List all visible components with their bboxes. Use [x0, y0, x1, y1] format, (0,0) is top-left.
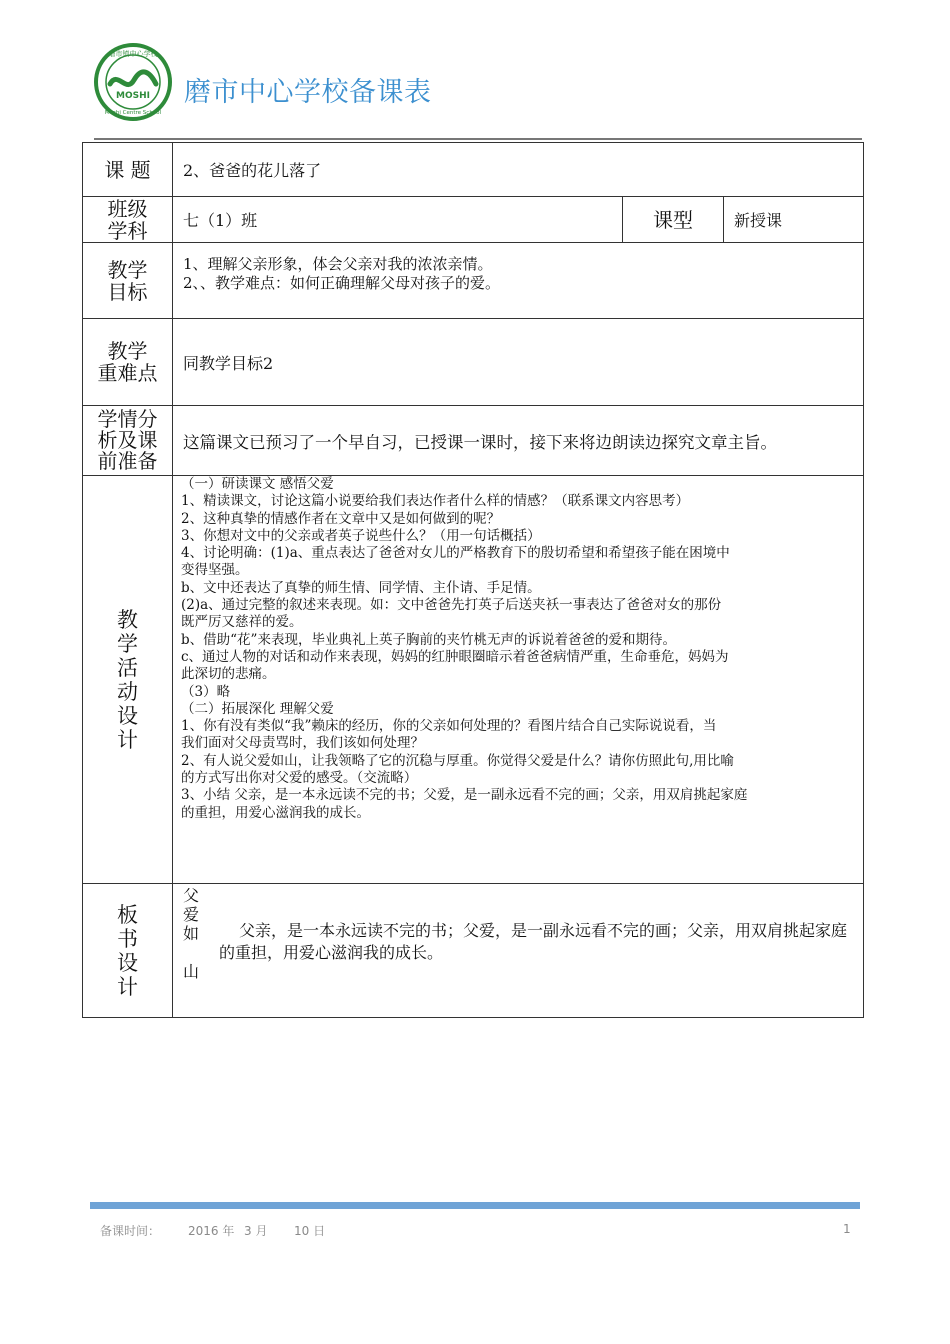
class-label-line1: 班级	[107, 196, 148, 221]
page-number: 1	[843, 1222, 851, 1236]
footer-bar	[90, 1202, 860, 1209]
header-divider	[94, 138, 862, 140]
activity-line: （一）研读课文 感悟父爱	[181, 476, 334, 492]
activity-line: 1、你有没有类似“我”赖床的经历，你的父亲如何处理的？看图片结合自己实际说说看，当	[181, 718, 717, 735]
activities-label-chars	[117, 608, 139, 752]
activity-line: c、通过人物的对话和动作来表现，妈妈的红肿眼圈暗示着爸爸病情严重，生命垂危，妈妈为	[181, 648, 729, 665]
activity-line: 4、讨论明确：(1)a、重点表达了爸爸对女儿的严格教育下的殷切希望和希望孩子能在困境中	[181, 545, 730, 562]
activities-label-char: 计	[117, 727, 138, 752]
activity-line: 3、你想对文中的父亲或者英子说些什么？（用一句话概括）	[181, 527, 541, 544]
topic-value: 2、爸爸的花儿落了	[173, 143, 864, 197]
class-subject-label	[83, 197, 173, 243]
board-label-chars	[117, 903, 139, 999]
activity-line: 的重担，用爱心滋润我的成长。	[181, 804, 370, 821]
activity-line: 2、这种真挚的情感作者在文章中又是如何做到的呢？	[181, 510, 501, 527]
board-vertical-char: 山	[182, 962, 199, 981]
activity-line: b、借助“花”来表现，毕业典礼上英子胸前的夹竹桃无声的诉说着爸爸的爱和期待。	[181, 631, 676, 648]
logo-top-text: 磨市镇中心学校	[108, 50, 158, 58]
activity-line: 1、精读课文，讨论这篇小说要给我们表达作者什么样的情感？（联系课文内容思考）	[181, 493, 690, 510]
difficulty-value: 同教学目标2	[173, 319, 864, 406]
goals-label-line2: 目标	[107, 279, 148, 304]
type-value: 新授课	[724, 197, 864, 243]
topic-label: 课 题	[83, 143, 173, 197]
board-label-char: 计	[117, 974, 138, 999]
goals-label	[83, 243, 173, 319]
activity-line: 的方式写出你对父爱的感受。（交流略）	[181, 770, 418, 787]
row-board-design	[83, 884, 864, 1018]
board-vertical-phrase	[181, 886, 201, 981]
board-vertical-gap	[181, 943, 201, 962]
activity-line: 既严厉又慈祥的爱。	[181, 614, 303, 631]
activities-label-char: 设	[117, 703, 138, 728]
prep-label-line3: 前准备	[97, 449, 158, 473]
activity-line: 3、小结 父亲，是一本永远读不完的书；父爱，是一副永远看不完的画；父亲，用双肩挑起家庭	[181, 787, 748, 804]
row-class	[83, 197, 864, 243]
activity-line: b、文中还表达了真挚的师生情、同学情、主仆请、手足情。	[181, 579, 541, 596]
class-label-line2: 学科	[107, 218, 148, 243]
goal-item: 2、、教学难点：如何正确理解父母对孩子的爱。	[183, 274, 501, 292]
board-label	[83, 884, 173, 1018]
type-label: 课型	[623, 197, 724, 243]
row-topic	[83, 143, 864, 197]
difficulty-label	[83, 319, 173, 406]
activity-line: 变得坚强。	[181, 562, 249, 579]
school-title: 磨市中心学校备课表	[184, 77, 432, 108]
difficulty-label-line1: 教学	[107, 339, 148, 363]
board-content	[173, 884, 864, 1018]
class-value: 七（1）班	[173, 197, 623, 243]
row-difficulty	[83, 319, 864, 406]
activity-line: （3）略	[181, 683, 231, 700]
footer-year: 2016 年	[188, 1224, 235, 1238]
activities-content	[173, 476, 864, 884]
preparation-value: 这篇课文已预习了一个早自习，已授课一课时，接下来将边朗读边探究文章主旨。	[173, 406, 864, 476]
goal-item: 1、理解父亲形象，体会父亲对我的浓浓亲情。	[183, 255, 493, 273]
board-label-char: 板	[117, 902, 138, 927]
board-vertical-char: 爱	[182, 905, 199, 924]
activities-label-char: 活	[117, 655, 138, 680]
activity-line: 我们面对父母责骂时，我们该如何处理？	[181, 735, 424, 752]
goals-value	[173, 243, 864, 319]
activity-line: 2、有人说父爱如山，让我领略了它的沉稳与厚重。你觉得父爱是什么？请你仿照此句,用比喻	[181, 752, 734, 769]
row-preparation	[83, 406, 864, 476]
goals-label-line1: 教学	[107, 257, 148, 282]
activity-line: （二）拓展深化 理解父爱	[181, 700, 334, 717]
footer-month: 3 月	[244, 1224, 268, 1238]
prep-label-line1: 学情分	[97, 407, 158, 431]
footer-date-label: 备课时间：	[100, 1224, 161, 1238]
logo-mark-text: MOSHI	[116, 91, 150, 101]
activities-label-char: 教	[117, 607, 138, 632]
board-label-char: 书	[117, 926, 138, 951]
preparation-label	[83, 406, 173, 476]
board-vertical-char: 父	[182, 886, 199, 905]
activity-line: (2)a、通过完整的叙述来表现。如：文中爸爸先打英子后送夹袄一事表达了爸爸对女的那份	[181, 597, 722, 614]
activities-label-char: 学	[117, 631, 138, 656]
row-activities	[83, 476, 864, 884]
page-header	[88, 42, 863, 142]
prep-label-line2: 析及课	[97, 428, 158, 452]
activities-label	[83, 476, 173, 884]
lesson-plan-table	[82, 142, 864, 1018]
activities-label-char: 动	[117, 679, 138, 704]
row-goals	[83, 243, 864, 319]
school-logo	[88, 42, 178, 122]
footer-day: 10 日	[294, 1224, 326, 1238]
difficulty-label-line2: 重难点	[97, 361, 158, 385]
logo-bottom-text: Moshi Centre School	[104, 110, 162, 116]
board-text: 父亲，是一本永远读不完的书；父爱，是一副永远看不完的画；父亲，用双肩挑起家庭的重担，用爱心滋润我的成长。	[219, 921, 848, 962]
board-vertical-char: 如	[182, 924, 199, 943]
activity-line: 此深切的悲痛。	[181, 666, 276, 683]
board-label-char: 设	[117, 950, 138, 975]
